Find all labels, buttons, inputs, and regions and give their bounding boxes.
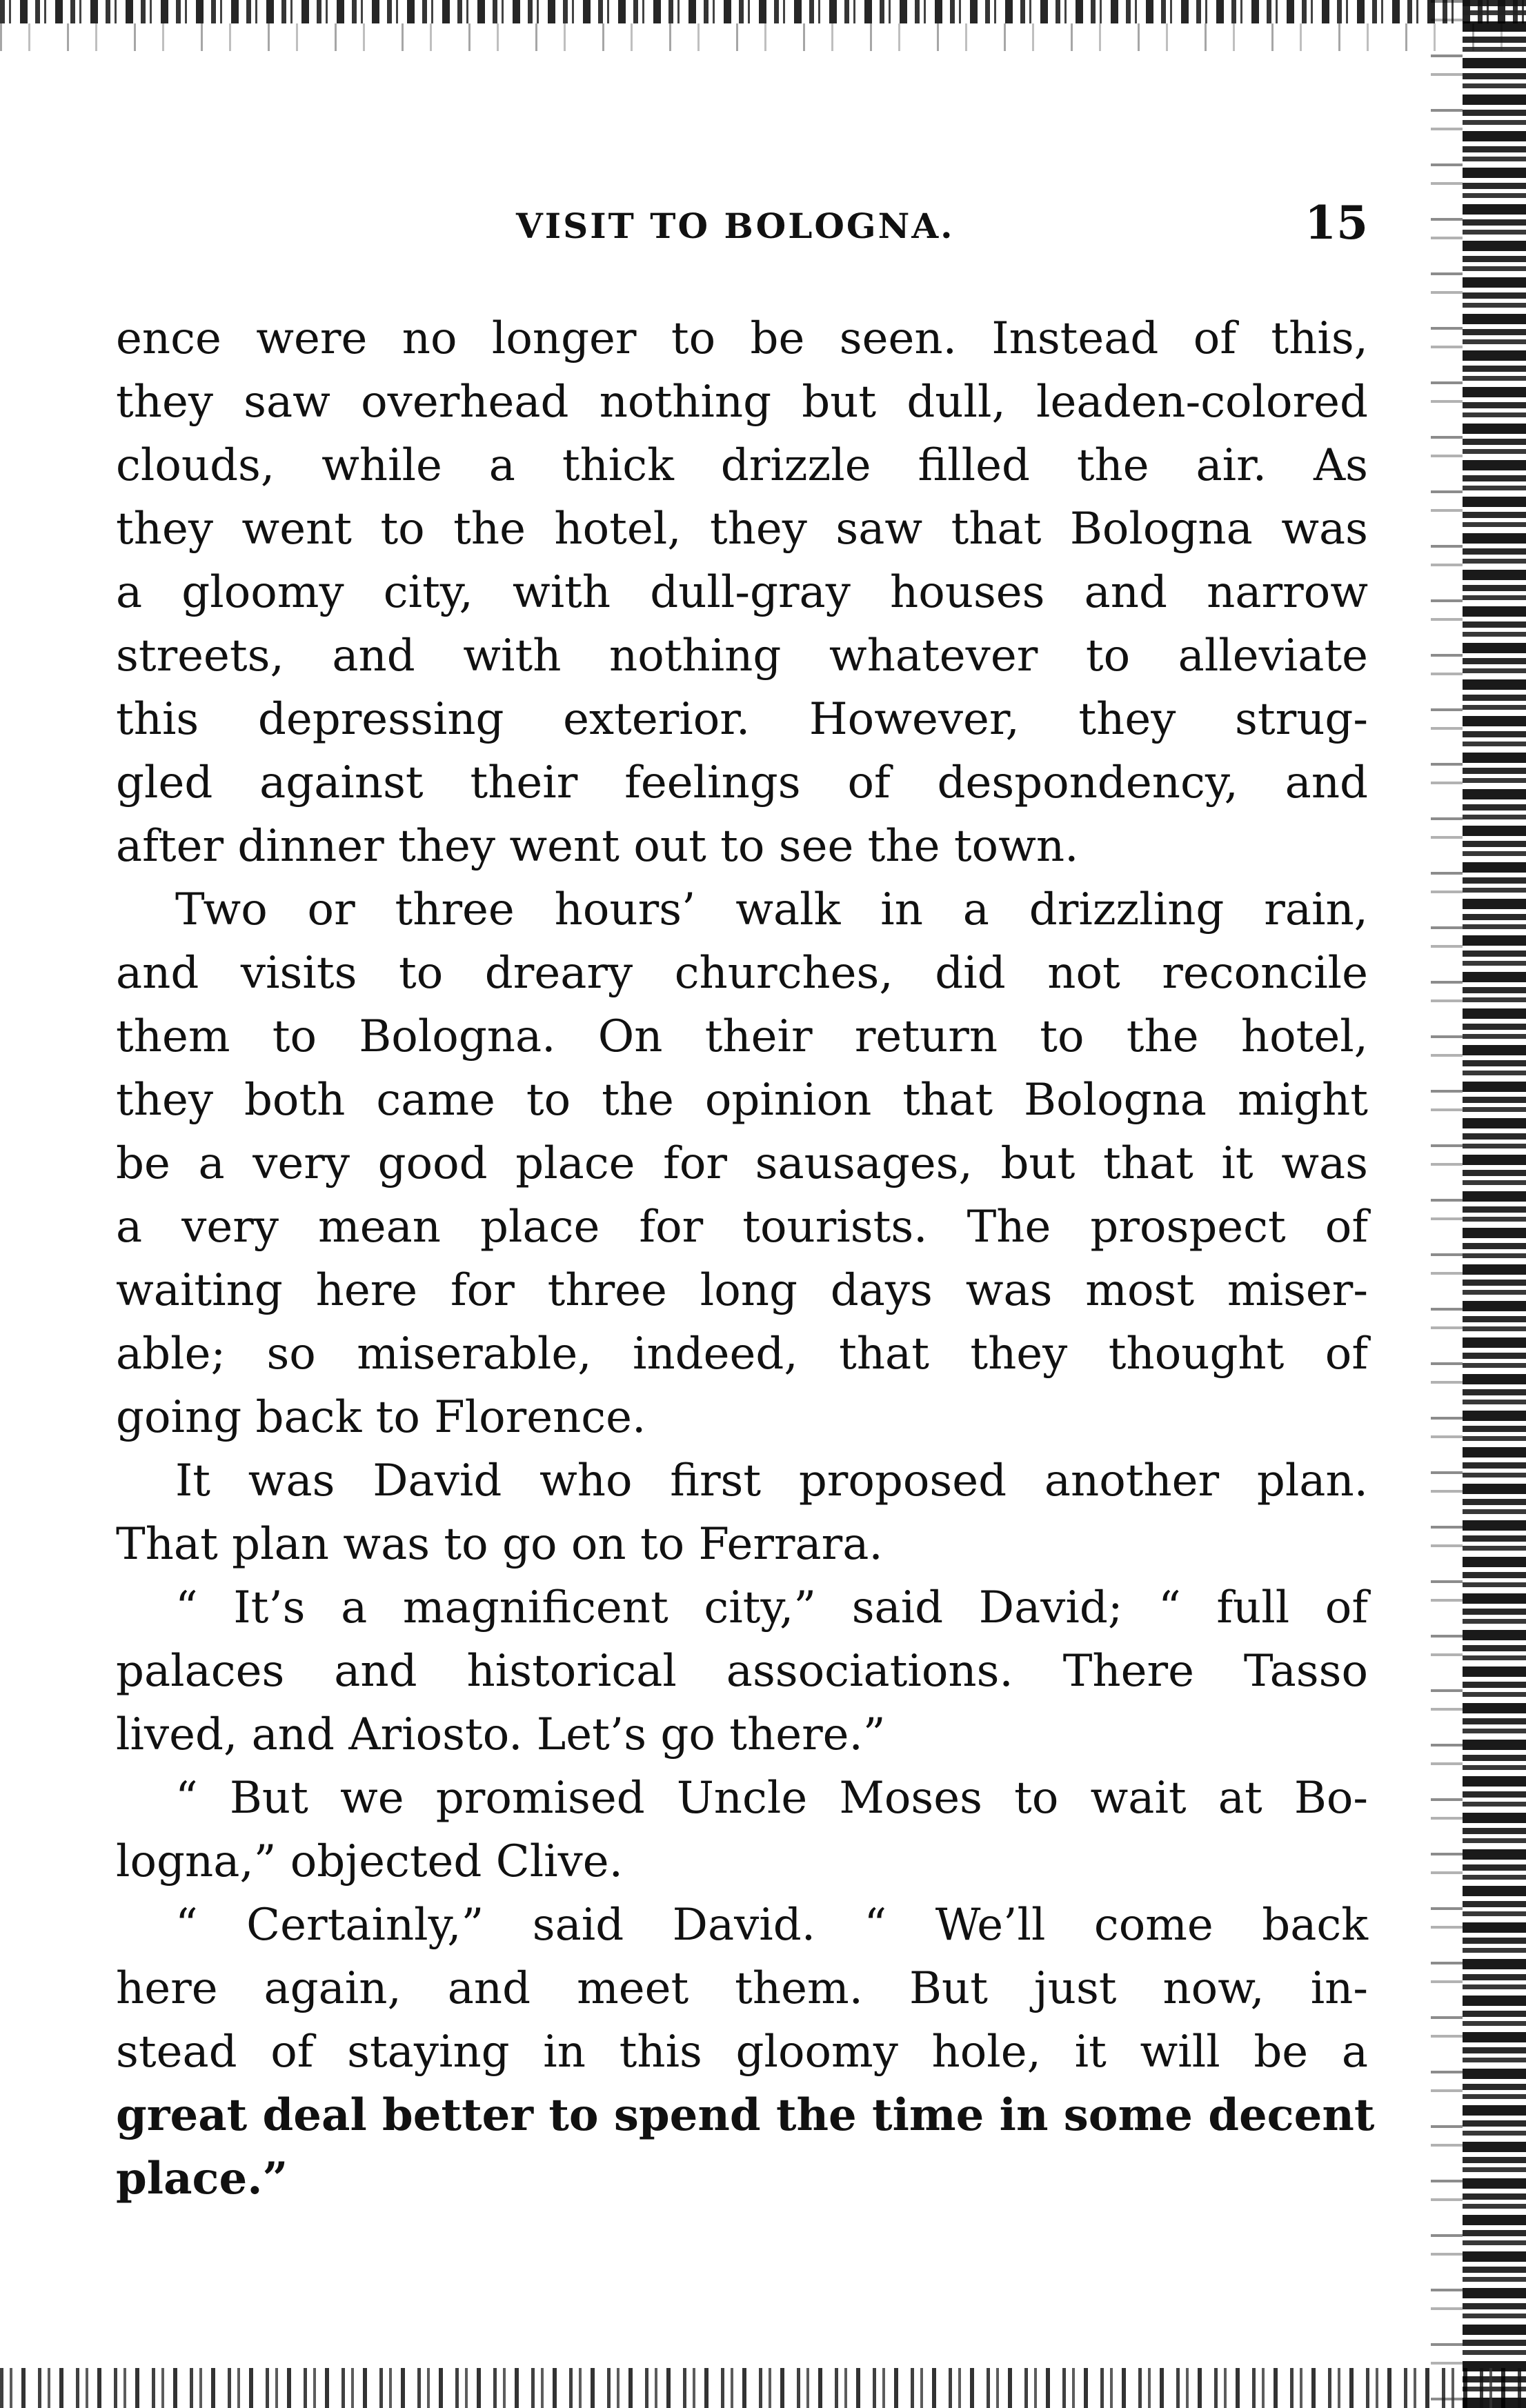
paragraph-start-line: It was David who first proposed another plan. [175,1455,1368,1506]
text-line: they both came to the opinion that Bologna might [116,1075,1368,1126]
text-line: they saw overhead nothing but dull, leaden-colored [116,377,1368,428]
text-line: great deal better to spend the time in some decent [116,2089,1375,2141]
scan-border-bottom [0,2368,1526,2408]
text-line: them to Bologna. On their return to the hotel, [116,1011,1368,1062]
text-line: place.” [116,2153,288,2205]
text-line: they went to the hotel, they saw that Bologna was [116,504,1368,555]
text-line: a gloomy city, with dull-gray houses and narrow [116,567,1368,618]
paragraph-start-line: Two or three hours’ walk in a drizzling rain, [175,884,1368,935]
text-line: lived, and Ariosto. Let’s go there.” [116,1709,886,1760]
scan-noise-top [0,23,1526,51]
page-number: 15 [1305,196,1368,250]
text-line: a very mean place for tourists. The prospect of [116,1202,1368,1253]
text-line: ence were no longer to be seen. Instead of this, [116,313,1368,364]
text-line: and visits to dreary churches, did not reconcile [116,948,1368,999]
text-line: stead of staying in this gloomy hole, it will be a [116,2027,1368,2078]
body-text [116,307,1375,2211]
text-line: clouds, while a thick drizzle filled the air. As [116,440,1368,491]
scan-border-top [0,0,1526,23]
text-line: after dinner they went out to see the town. [116,821,1079,872]
text-line: palaces and historical associations. There Tasso [116,1646,1368,1697]
paragraph-start-line: “ It’s a magnificent city,” said David; “ full of [175,1582,1368,1633]
text-line: be a very good place for sausages, but that it was [116,1138,1368,1189]
text-line: this depressing exterior. However, they strug- [116,694,1368,745]
paragraph-start-line: “ But we promised Uncle Moses to wait at Bo- [175,1773,1368,1824]
text-line: here again, and meet them. But just now, in- [116,1963,1368,2014]
text-line: streets, and with nothing whatever to alleviate [116,630,1368,681]
scan-noise-right [1431,0,1463,2408]
text-line: logna,” objected Clive. [116,1836,623,1887]
text-line: That plan was to go on to Ferrara. [116,1519,883,1570]
paragraph-start-line: “ Certainly,” said David. “ We’ll come back [175,1900,1368,1951]
running-head [116,192,1368,254]
text-line: able; so miserable, indeed, that they thought of [116,1329,1368,1380]
running-head-title: VISIT TO BOLOGNA. [516,206,955,246]
text-line: waiting here for three long days was most miser- [116,1265,1368,1316]
scan-border-right [1463,0,1526,2408]
text-line: gled against their feelings of despondency, and [116,757,1368,808]
text-line: going back to Florence. [116,1392,646,1443]
